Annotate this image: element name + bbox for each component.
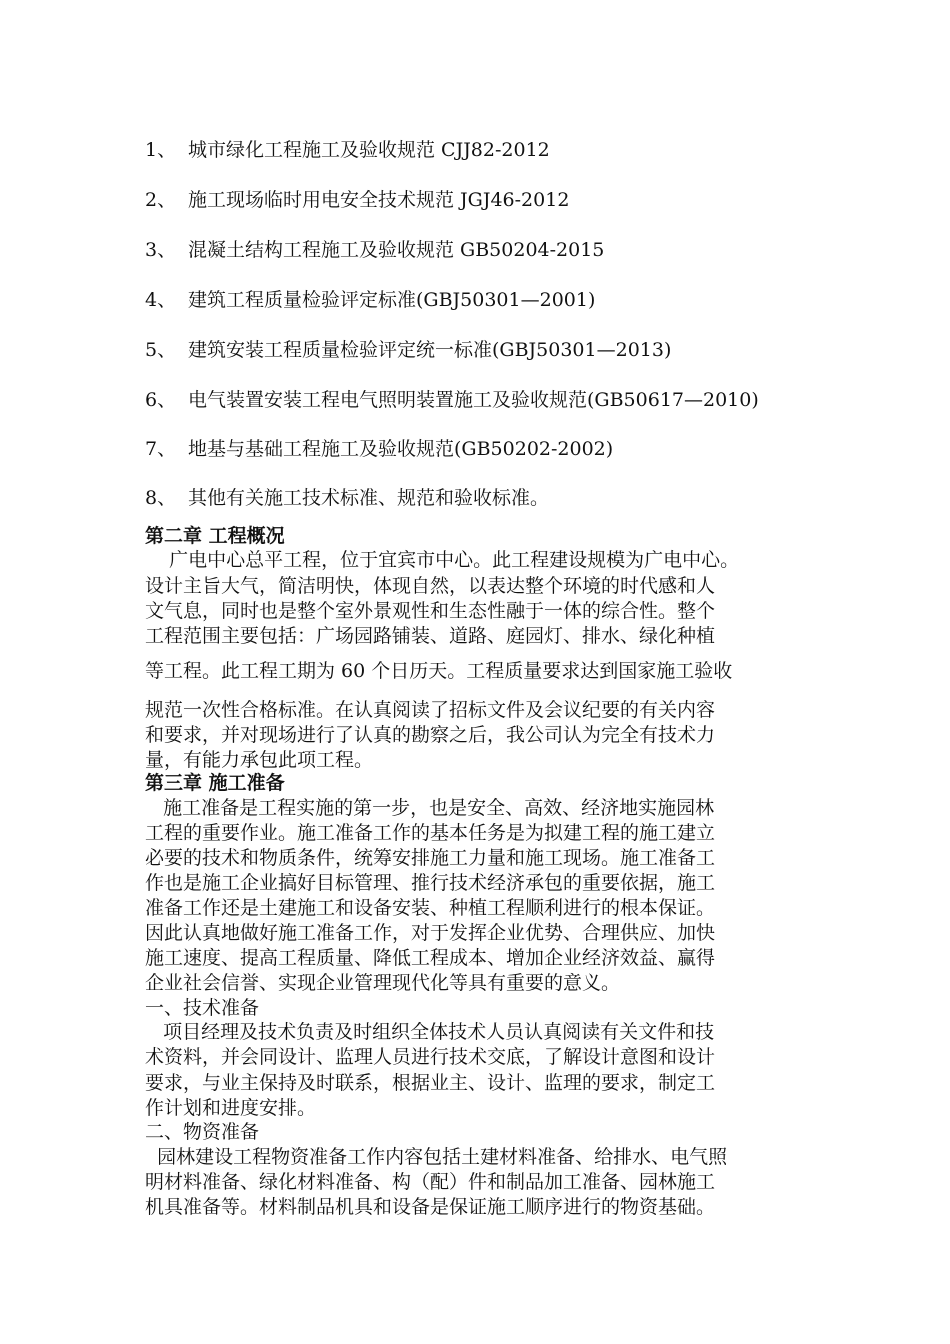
list-item [145, 338, 671, 362]
paragraph-line: 要求，与业主保持及时联系，根据业主、设计、监理的要求，制定工 [145, 1072, 716, 1094]
list-text: 施工现场临时用电安全技术规范 JGJ46-2012 [188, 189, 570, 211]
list-number: 6、 [145, 389, 177, 411]
list-item [145, 188, 569, 212]
list-text: 建筑安装工程质量检验评定统一标准(GBJ50301—2013) [188, 339, 672, 361]
paragraph-line: 项目经理及技术负责及时组织全体技术人员认真阅读有关文件和技 [145, 1021, 715, 1043]
paragraph-line: 广电中心总平工程，位于宜宾市中心。此工程建设规模为广电中心。 [145, 549, 740, 571]
list-item [145, 288, 595, 312]
list-number: 7、 [145, 438, 177, 460]
list-number: 2、 [145, 189, 177, 211]
paragraph-line: 因此认真地做好施工准备工作，对于发挥企业优势、合理供应、加快 [145, 922, 716, 944]
paragraph-line: 量，有能力承包此项工程。 [145, 749, 374, 771]
list-number: 1、 [145, 139, 177, 161]
section-1-heading: 一、技术准备 [145, 997, 260, 1019]
list-item [145, 486, 549, 510]
section-2-heading: 二、物资准备 [145, 1121, 260, 1143]
list-text: 电气装置安装工程电气照明装置施工及验收规范(GB50617—2010) [188, 389, 759, 411]
chapter-3-heading: 第三章 施工准备 [145, 772, 285, 794]
paragraph-line: 和要求，并对现场进行了认真的勘察之后，我公司认为完全有技术力 [145, 724, 716, 746]
list-number: 3、 [145, 239, 177, 261]
paragraph-line: 文气息，同时也是整个室外景观性和生态性融于一体的综合性。整个 [145, 600, 716, 622]
paragraph-line: 企业社会信誉、实现企业管理现代化等具有重要的意义。 [145, 972, 621, 994]
list-text: 地基与基础工程施工及验收规范(GB50202-2002) [188, 438, 614, 460]
list-text: 其他有关施工技术标准、规范和验收标准。 [188, 487, 550, 509]
paragraph-line: 作计划和进度安排。 [145, 1097, 317, 1119]
list-number: 8、 [145, 487, 177, 509]
paragraph-line: 施工准备是工程实施的第一步，也是安全、高效、经济地实施园林 [145, 797, 715, 819]
paragraph-line: 明材料准备、绿化材料准备、构（配）件和制品加工准备、园林施工 [145, 1171, 716, 1193]
paragraph-line: 等工程。此工程工期为 60 个日历天。工程质量要求达到国家施工验收 [145, 660, 733, 682]
list-text: 建筑工程质量检验评定标准(GBJ50301—2001) [188, 289, 596, 311]
paragraph-line: 规范一次性合格标准。在认真阅读了招标文件及会议纪要的有关内容 [145, 699, 716, 721]
list-item [145, 138, 550, 162]
paragraph-line: 准备工作还是土建施工和设备安装、种植工程顺利进行的根本保证。 [145, 897, 716, 919]
paragraph-line: 施工速度、提高工程质量、降低工程成本、增加企业经济效益、赢得 [145, 947, 716, 969]
list-text: 混凝土结构工程施工及验收规范 GB50204-2015 [188, 239, 605, 261]
paragraph-line: 工程范围主要包括：广场园路铺装、道路、庭园灯、排水、绿化种植 [145, 625, 716, 647]
paragraph-line: 术资料，并会同设计、监理人员进行技术交底，了解设计意图和设计 [145, 1046, 716, 1068]
list-number: 5、 [145, 339, 177, 361]
list-item [145, 388, 759, 412]
paragraph-line: 园林建设工程物资准备工作内容包括土建材料准备、给排水、电气照 [145, 1146, 728, 1168]
list-item [145, 238, 604, 262]
list-number: 4、 [145, 289, 177, 311]
paragraph-line: 设计主旨大气，简洁明快，体现自然，以表达整个环境的时代感和人 [145, 575, 716, 597]
list-text: 城市绿化工程施工及验收规范 CJJ82-2012 [188, 139, 550, 161]
paragraph-line: 必要的技术和物质条件，统筹安排施工力量和施工现场。施工准备工 [145, 847, 716, 869]
paragraph-line: 工程的重要作业。施工准备工作的基本任务是为拟建工程的施工建立 [145, 822, 716, 844]
paragraph-line: 机具准备等。材料制品机具和设备是保证施工顺序进行的物资基础。 [145, 1196, 716, 1218]
list-item [145, 437, 613, 461]
paragraph-line: 作也是施工企业搞好目标管理、推行技术经济承包的重要依据，施工 [145, 872, 716, 894]
chapter-2-heading: 第二章 工程概况 [145, 525, 285, 547]
